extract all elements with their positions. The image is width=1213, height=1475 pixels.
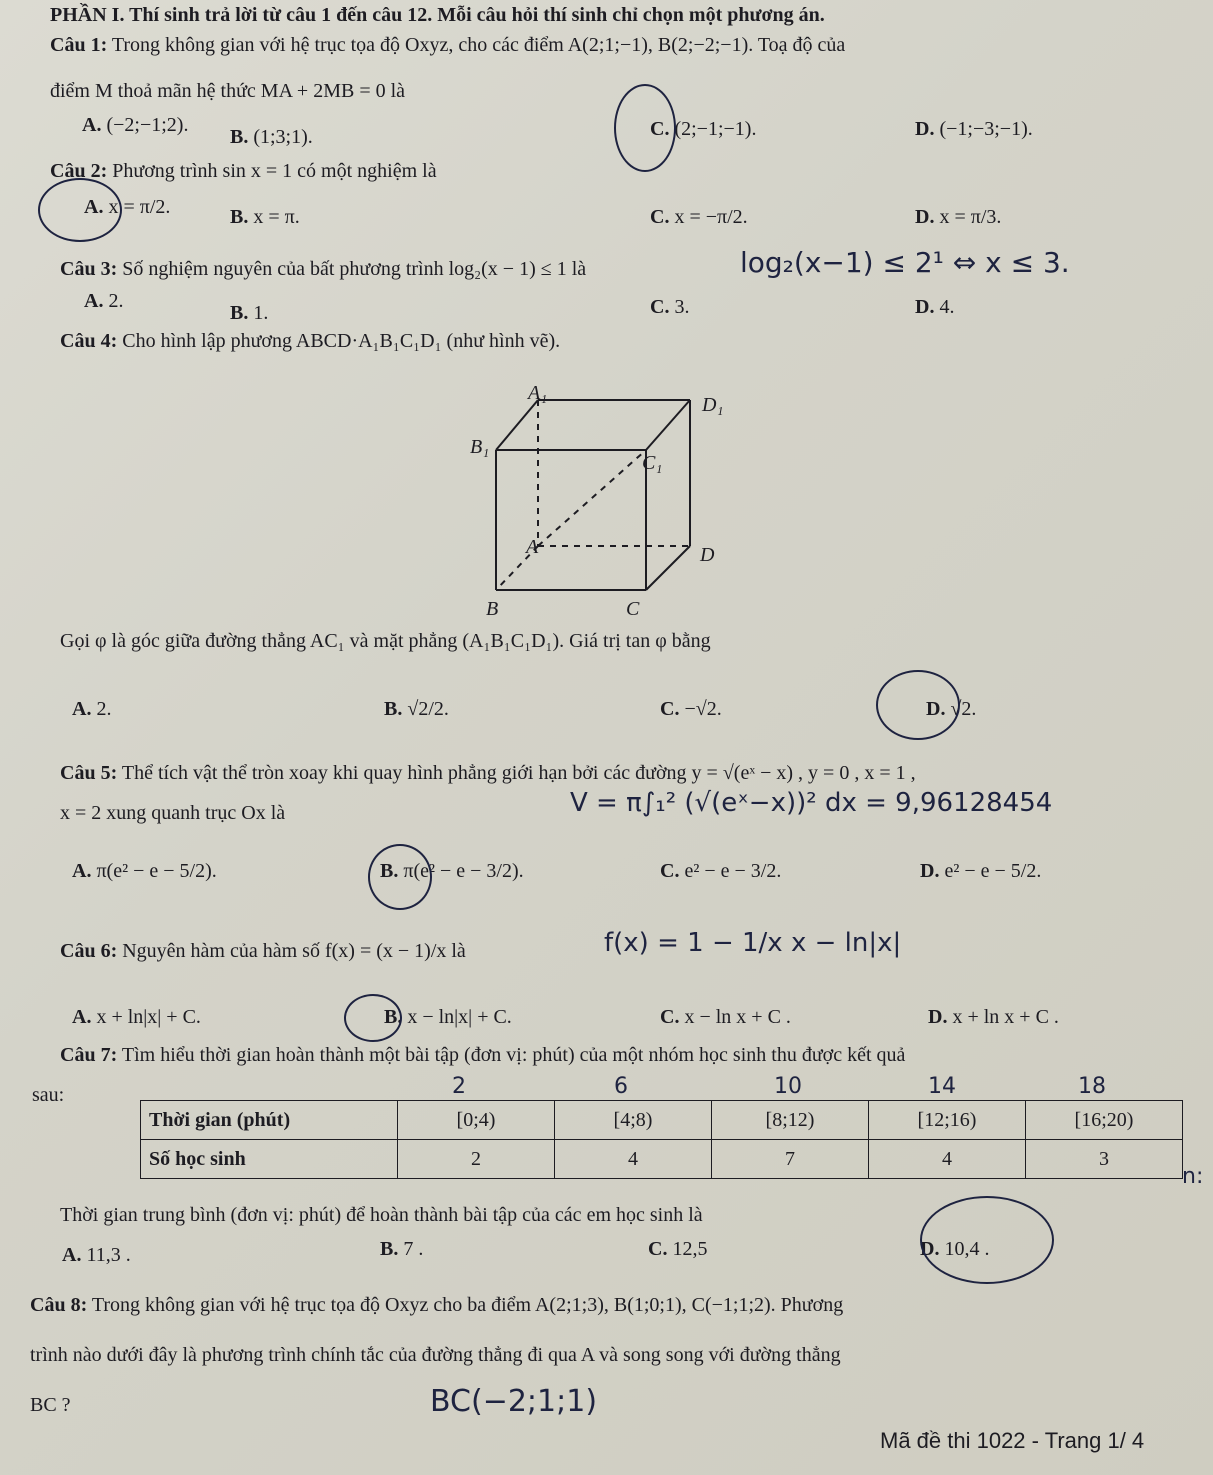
table-cell: 7 — [712, 1140, 869, 1179]
table-row — [141, 1101, 1183, 1140]
cube-label-b: B — [486, 598, 499, 620]
table-header-time: Thời gian (phút) — [141, 1101, 398, 1140]
q6-handwriting: f(x) = 1 − 1/x x − ln|x| — [604, 928, 902, 958]
q6-option-b[interactable]: B. x − ln|x| + C. — [384, 1006, 512, 1028]
q2-option-b[interactable]: B. x = π. — [230, 206, 300, 228]
q3-option-b[interactable]: B. 1. — [230, 302, 269, 324]
table-cell: 3 — [1026, 1140, 1183, 1179]
q2-option-a[interactable]: A. x = π/2. — [84, 196, 171, 218]
q4-option-d[interactable]: D. √2. — [926, 698, 977, 720]
q5-option-b[interactable]: B. π(e² − e − 3/2). — [380, 860, 524, 882]
q7-option-c[interactable]: C. 12,5 — [648, 1238, 708, 1260]
cube-label-c: C — [626, 598, 640, 620]
q7-mid-1: 2 — [452, 1074, 466, 1099]
q1-answer-circle — [614, 84, 676, 172]
q1-option-b[interactable]: B. (1;3;1). — [230, 126, 313, 148]
table-cell: [4;8) — [555, 1101, 712, 1140]
q4-option-c[interactable]: C. −√2. — [660, 698, 722, 720]
q2-answer-circle — [38, 178, 122, 242]
q3-option-a[interactable]: A. 2. — [84, 290, 124, 312]
q6-option-a[interactable]: A. x + ln|x| + C. — [72, 1006, 201, 1028]
q7-option-a[interactable]: A. 11,3 . — [62, 1244, 131, 1266]
q3-option-c[interactable]: C. 3. — [650, 296, 690, 318]
q8-stem: Câu 8: Trong không gian với hệ trục tọa độ Oxyz cho ba điểm A(2;1;3), B(1;0;1), C(−1;1;2). Phương — [30, 1294, 844, 1316]
table-cell: 4 — [869, 1140, 1026, 1179]
q4-stem-2: Gọi φ là góc giữa đường thẳng AC₁ và mặt phẳng (A₁B₁C₁D₁). Giá trị tan φ bằng — [60, 630, 711, 652]
q7-frequency-table — [140, 1100, 1183, 1179]
q3-stem: Câu 3: Số nghiệm nguyên của bất phương trình log₂(x − 1) ≤ 1 là — [60, 258, 587, 280]
q7-answer-circle — [920, 1196, 1054, 1284]
section-intro: PHẦN I. Thí sinh trả lời từ câu 1 đến câu 12. Mỗi câu hỏi thí sinh chỉ chọn một phương án. — [50, 4, 825, 26]
q1-option-d[interactable]: D. (−1;−3;−1). — [915, 118, 1033, 140]
q5-option-c[interactable]: C. e² − e − 3/2. — [660, 860, 782, 882]
table-cell: 4 — [555, 1140, 712, 1179]
table-cell: 2 — [398, 1140, 555, 1179]
q1-stem-2: điểm M thoả mãn hệ thức MA + 2MB = 0 là — [50, 80, 406, 102]
q8-handwriting: BC(−2;1;1) — [430, 1384, 598, 1419]
q8-stem-2: trình nào dưới đây là phương trình chính tắc của đường thẳng đi qua A và song song với đường thẳng — [30, 1344, 841, 1366]
table-row — [141, 1140, 1183, 1179]
cube-label-a: A — [526, 536, 539, 558]
q5-answer-circle — [368, 844, 432, 910]
q7-stem: Câu 7: Tìm hiểu thời gian hoàn thành một bài tập (đơn vị: phút) của một nhóm học sinh thu được kết quả — [60, 1044, 906, 1066]
q1-option-c[interactable]: C. (2;−1;−1). — [650, 118, 757, 140]
q7-mid-3: 10 — [774, 1074, 802, 1099]
q3-handwriting: log₂(x−1) ≤ 2¹ ⇔ x ≤ 3. — [740, 246, 1070, 279]
q5-option-a[interactable]: A. π(e² − e − 5/2). — [72, 860, 217, 882]
q8-stem-3: BC ? — [30, 1394, 71, 1416]
q7-mid-5: 18 — [1078, 1074, 1106, 1099]
page-footer: Mã đề thi 1022 - Trang 1/ 4 — [880, 1428, 1145, 1453]
q5-stem: Câu 5: Thể tích vật thể tròn xoay khi quay hình phẳng giới hạn bởi các đường y = √(eˣ − x) , y = 0 , x = 1 , — [60, 762, 916, 784]
q4-answer-circle — [876, 670, 960, 740]
q6-option-d[interactable]: D. x + ln x + C . — [928, 1006, 1059, 1028]
q5-stem-2: x = 2 xung quanh trục Ox là — [60, 802, 286, 824]
q2-option-d[interactable]: D. x = π/3. — [915, 206, 1002, 228]
q6-answer-circle — [344, 994, 402, 1042]
q6-stem: Câu 6: Nguyên hàm của hàm số f(x) = (x − 1)/x là — [60, 940, 466, 962]
q4-option-b[interactable]: B. √2/2. — [384, 698, 449, 720]
cube-label-d: D — [700, 544, 715, 566]
cube-diagram — [470, 378, 710, 618]
q7-stem-2: sau: — [32, 1084, 65, 1106]
q5-handwriting: V = π∫₁² (√(eˣ−x))² dx = 9,96128454 — [570, 788, 1053, 818]
table-cell: [8;12) — [712, 1101, 869, 1140]
q1-stem: Câu 1: Trong không gian với hệ trục tọa độ Oxyz, cho các điểm A(2;1;−1), B(2;−2;−1). Toạ độ của — [50, 34, 846, 56]
table-cell: [0;4) — [398, 1101, 555, 1140]
q7-mid-2: 6 — [614, 1074, 628, 1099]
q7-mid-4: 14 — [928, 1074, 956, 1099]
q7-option-d[interactable]: D. 10,4 . — [920, 1238, 990, 1260]
cube-label-d1: D₁ — [702, 394, 724, 416]
q4-option-a[interactable]: A. 2. — [72, 698, 112, 720]
q1-option-a[interactable]: A. (−2;−1;2). — [82, 114, 189, 136]
q5-option-d[interactable]: D. e² − e − 5/2. — [920, 860, 1042, 882]
cube-label-c1: C₁ — [642, 452, 663, 474]
table-cell: [16;20) — [1026, 1101, 1183, 1140]
q2-option-c[interactable]: C. x = −π/2. — [650, 206, 748, 228]
table-header-count: Số học sinh — [141, 1140, 398, 1179]
q6-option-c[interactable]: C. x − ln x + C . — [660, 1006, 791, 1028]
cube-label-b1: B₁ — [470, 436, 490, 458]
q7-n-note: n: — [1182, 1164, 1204, 1189]
cube-label-a1: A₁ — [528, 382, 548, 404]
q7-stem-3: Thời gian trung bình (đơn vị: phút) để hoàn thành bài tập của các em học sinh là — [60, 1204, 703, 1226]
q4-stem: Câu 4: Cho hình lập phương ABCD·A₁B₁C₁D₁ (như hình vẽ). — [60, 330, 561, 352]
table-cell: [12;16) — [869, 1101, 1026, 1140]
q3-option-d[interactable]: D. 4. — [915, 296, 955, 318]
q7-option-b[interactable]: B. 7 . — [380, 1238, 424, 1260]
q2-stem: Câu 2: Phương trình sin x = 1 có một nghiệm là — [50, 160, 437, 182]
